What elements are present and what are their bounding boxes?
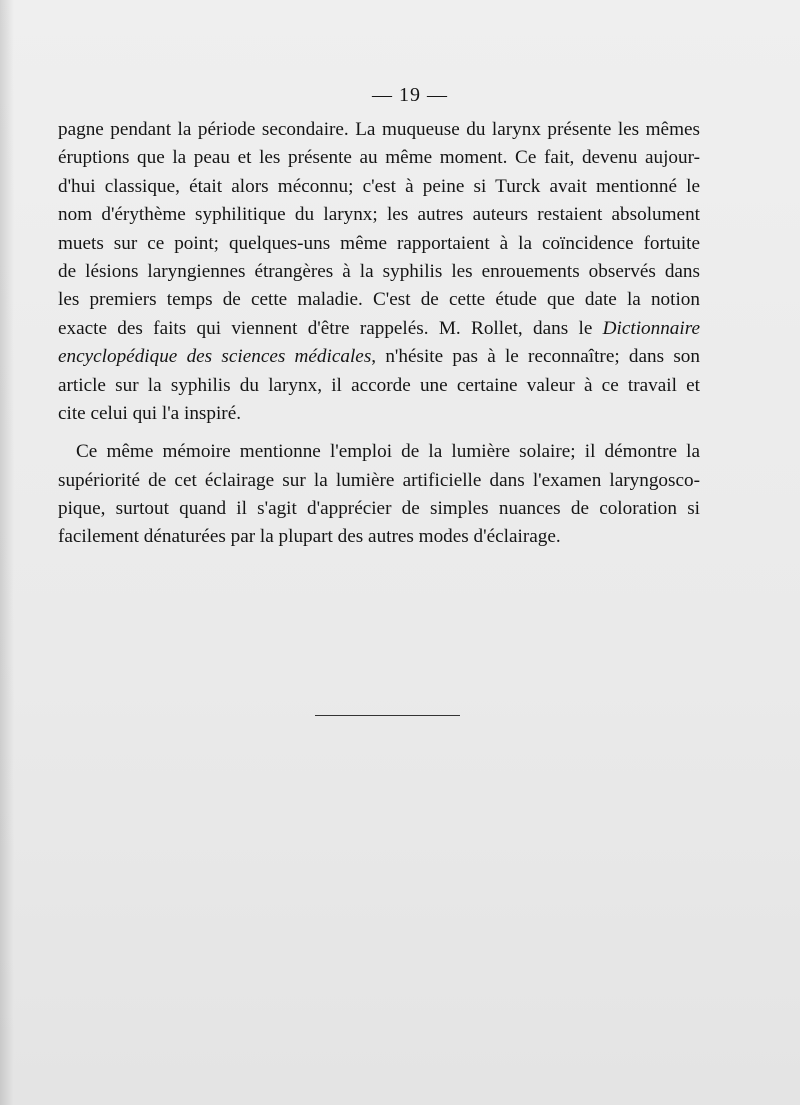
text-line: exacte des faits qui viennent d'être rappelés. M. Rollet, dans le Dictionnaire xyxy=(58,317,700,339)
text-line: d'hui classique, était alors méconnu; c'est à peine si Turck avait mentionné le xyxy=(58,175,700,197)
text-line: de lésions laryngiennes étrangères à la syphilis les enrouements observés dans xyxy=(58,260,700,282)
text-line: pique, surtout quand il s'agit d'apprécier de simples nuances de coloration si xyxy=(58,498,700,520)
text-line: encyclopédique des sciences médicales, n'hésite pas à le reconnaître; dans son xyxy=(58,346,700,368)
body-text xyxy=(58,116,700,552)
page-edge-shadow xyxy=(0,0,14,1105)
text-line: pagne pendant la période secondaire. La muqueuse du larynx présente les mêmes xyxy=(58,119,700,140)
paragraph-gap xyxy=(58,428,700,438)
text-line: supériorité de cet éclairage sur la lumière artificielle dans l'examen laryngosco- xyxy=(58,469,700,491)
text-line: facilement dénaturées par la plupart des autres modes d'éclairage. xyxy=(58,526,561,548)
text-line: les premiers temps de cette maladie. C'est de cette étude que date la notion xyxy=(58,289,700,311)
text-line: éruptions que la peau et les présente au même moment. Ce fait, devenu aujour- xyxy=(58,147,700,169)
text-line: article sur la syphilis du larynx, il accorde une certaine valeur à ce travail et xyxy=(58,374,700,396)
text-line: cite celui qui l'a inspiré. xyxy=(58,402,242,424)
text-line: Ce même mémoire mentionne l'emploi de la lumière solaire; il démontre la xyxy=(76,441,700,463)
text-line: muets sur ce point; quelques-uns même rapportaient à la coïncidence fortuite xyxy=(58,232,700,254)
paragraph-2 xyxy=(58,438,700,552)
page-number: — 19 — xyxy=(372,84,448,106)
section-divider xyxy=(315,715,460,716)
paragraph-1 xyxy=(58,116,700,428)
text-line: nom d'érythème syphilitique du larynx; les autres auteurs restaient absolument xyxy=(58,204,700,226)
